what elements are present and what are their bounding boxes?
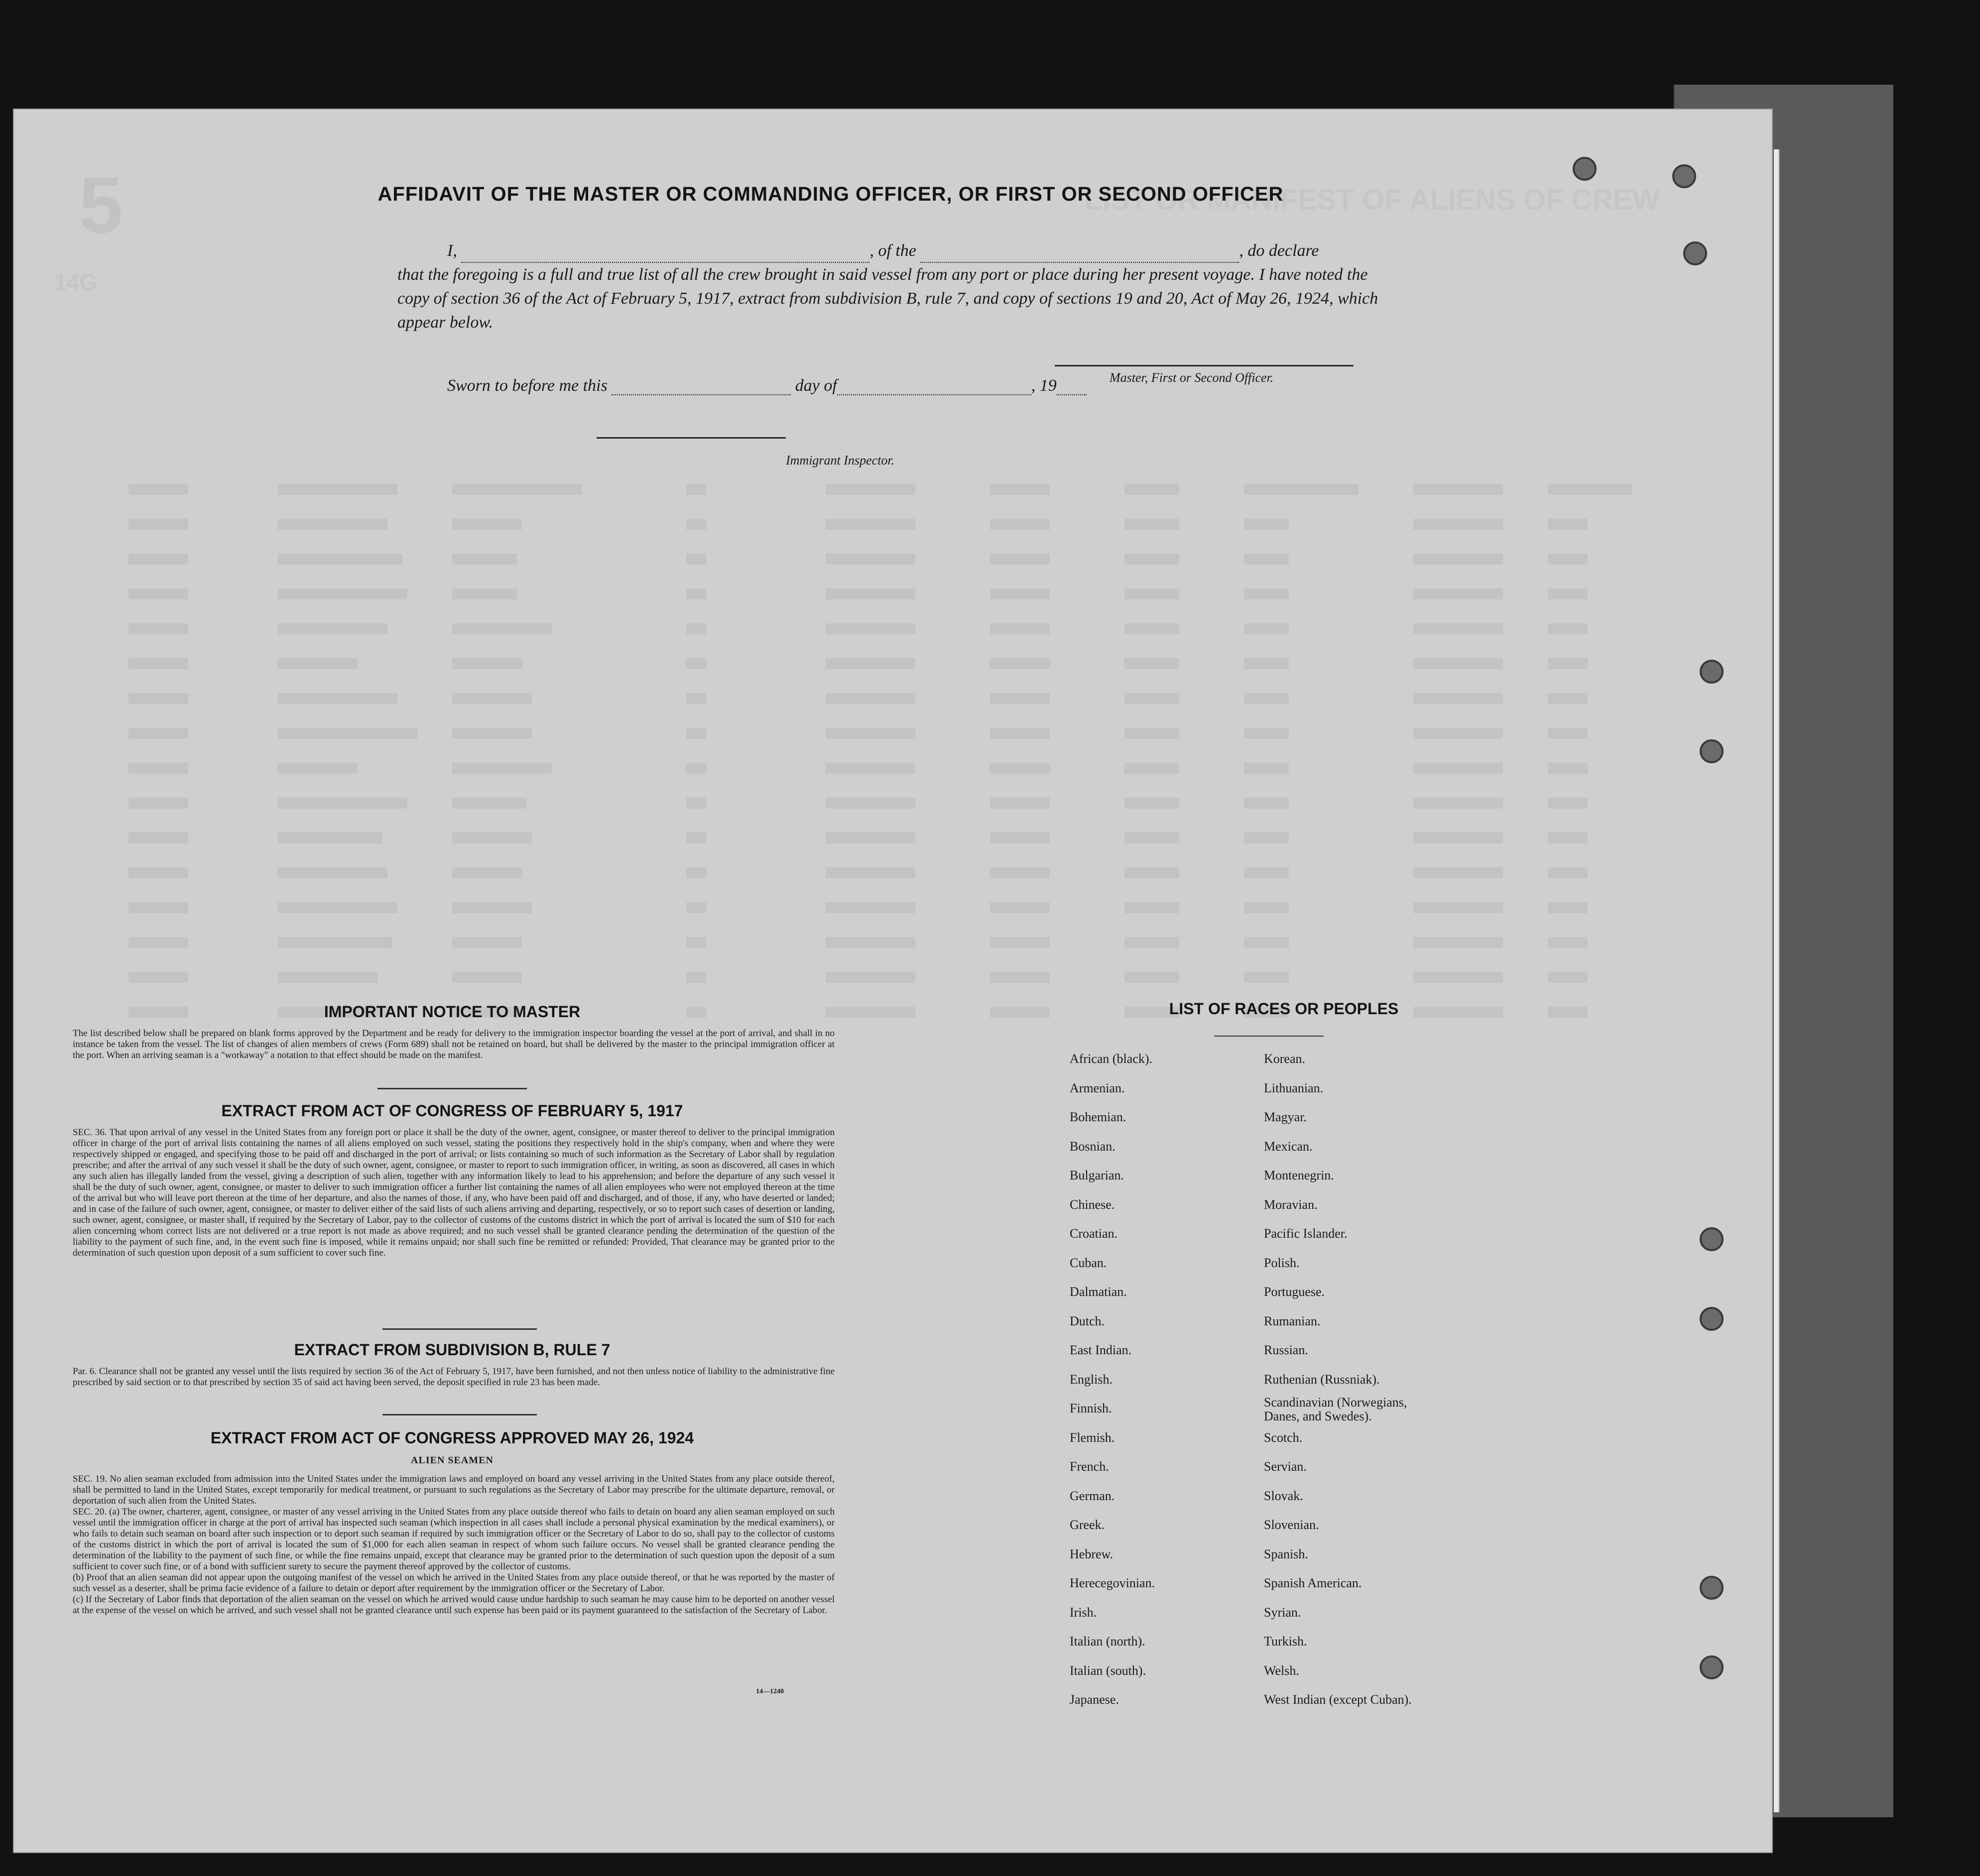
race-item: Mexican. [1264, 1139, 1313, 1154]
section-19: SEC. 19. No alien seaman excluded from admission into the United States under the immigration laws and employed on board any vessel arriving in the United States from any place outside thereof, shall be permitted to land in the United States, except temporarily for medical treatment, or pursuant to such regulations as the Secretary of Labor may prescribe for the ultimate departure, removal, or deportation of such alien from the United States. [73, 1474, 835, 1506]
notice-title: IMPORTANT NOTICE TO MASTER [324, 1003, 581, 1021]
sworn-statement: Sworn to before me this day of , 19 [447, 376, 1087, 395]
manifest-back-page: 5 LIST OR MANIFEST OF ALIENS OF CREW 14G AFFIDAVIT OF THE MASTER OR COMMANDING OFFICER, OR FIRST OR SECOND OFFICER I, , of the , do declare that the foregoing is a full and true list of all the crew brought in said vessel from any port or place during her present voyage. I have noted the copy of section 36 of the Act of February 5, 1917, extract from subdivision B, rule 7, and copy of sections 19 and 20, Act of May 26, 1924, which appear below. Master, First or Second Officer. Sworn to before me this day of , 19 Immigrant Inspector. IMPORTANT NOTICE TO MASTER The list described below shall be prepared on blank forms approved by the Department and be ready for delivery to the immigration inspector boarding the vessel at the port of arrival, and shall in no instance be taken from the vessel. The list of changes of alien members of crews (Form 689) shall not be retained on board, but shall be delivered by the master to the principal immigration officer at the port. When an arriving seaman is a "workaway" a notation to that effect should be made on the manifest. EXTRACT FROM ACT OF CONGRESS OF FEBRUARY 5, 1917 SEC. 36. That upon arrival of any vessel in the United States from any foreign port or place it shall be the duty of the owner, agent, consignee, or master thereof to deliver to the principal immigration officer in charge of the port of arrival lists containing the names of all aliens employed on such vessel, stating the positions they respectively hold in the ship's company, when and where they were respectively shipped or engaged, and specifying those to be paid off and discharged in the port of arrival; or lists containing so much of such information as the Secretary of Labor shall by regulation prescribe; and after the arrival of any such vessel it shall be the duty of such owner, agent, consignee, or master to report to such immigration officer, in writing, as soon as discovered, all cases in which any such alien has illegally landed from the vessel, giving a description of such alien, together with any information likely to lead to his apprehension; and before the departure of any such vessel it shall be the duty of such owner, agent, consignee, or master to deliver to such immigration officer a further list containing the names of all alien employees who were not employed thereon at the time of the arrival but who will leave port thereon at the time of her departure, and also the names of those, if any, who have been paid off and discharged, and of those, if any, who have deserted or landed; and in case of the failure of such owner, agent, consignee, or master to deliver either of the said lists of such aliens arriving and departing, respectively, or so to report such cases of desertion or landing, such owner, agent, consignee, or master shall, if required by the Secretary of Labor, pay to the collector of customs of the customs district in which the port of arrival is located the sum of $10 for each alien concerning whom correct lists are not delivered or a true report is not made as above required; and no such vessel shall be granted clearance pending the determination of the question of the liability to the payment of such fine, and, in the event such fine is imposed, while it remains unpaid; nor shall such fine be remitted or refunded: Provided, That clearance may be granted prior to the determination of such question upon deposit of a sum sufficient to cover such fine. EXTRACT FROM SUBDIVISION B, RULE 7 Par. 6. Clearance shall not be granted any vessel until the lists required by section 36 of the Act of February 5, 1917, have been furnished, and not then unless notice of liability to the administrative fine prescribed by said section or to that prescribed by section 35 of said act having been served, the deposit specified in rule 23 has been made. EXTRACT FROM ACT OF CONGRESS APPROVED MAY 26, 1924 ALIEN SEAMEN SEC. 19. No alien seaman excluded from admission into the United States under the immigration laws and employed on board any vessel arriving in the United States from any place outside thereof, shall be permitted to land in the United States, except temporarily for medical treatment, or pursuant to such regulations as the Secretary of Labor may prescribe for the ultimate departure, removal, or deportation of such alien from the United States. SEC. 20. (a) The owner, charterer, agent, consignee, or master of any vessel arriving in the United States from any place outside thereof who fails to detain on board any alien seaman employed on such vessel until the immigration officer in charge at the port of arrival has inspected such seaman (which inspection in all cases shall include a personal physical examination by the medical examiners), or who fails to detain such seaman on board after such inspection or to deport such seaman if required by such immigration officer or the Secretary of Labor to do so, shall pay to the collector of customs of the customs district in which the port of arrival is located the sum of $1,000 for each alien seaman in respect of whom such failure occurs. No vessel shall be granted clearance pending the determination of the liability to the payment of such fine, or while the fine remains unpaid, except that clearance may be granted prior to the determination of such question upon the deposit of a sum sufficient to cover such fine, or of a bond with sufficient surety to secure the payment thereof approved by the collector of customs. (b) Proof that an alien seaman did not appear upon the outgoing manifest of the vessel on which he arrived in the United States from any place outside thereof, or that he was reported by the master of such vessel as a deserter, shall be prima facie evidence of a failure to detain or deport after requirement by the immigration officer or the Secretary of Labor. (c) If the Secretary of Labor finds that deportation of the alien seaman on the vessel on which he arrived would cause undue hardship to such seaman he may cause him to be deported on another vessel at the expense of the vessel on which he arrived, and such vessel shall not be granted clearance until such expense has been paid or its payment guaranteed to the satisfaction of the Secretary of Labor. 14—1240 LIST OF RACES OR PEOPLES African (black). Armenian. Bohemian. Bosnian. Bulgarian. Chinese. Croatian. Cuban. Dalmatian. Dutch. East Indian. English. Finnish. Flemish. French. German. Greek. Hebrew. Herecegovinian. Irish. Italian (north). Italian (south). Japanese. Korean. Lithuanian. Magyar. Mexican. Montenegrin. Moravian. Pacific Islander. Polish. Portuguese. Rumanian. Russian. Ruthenian (Russniak). Scandinavian (Norwegians, Danes, and Swedes). Scotch. Servian. Slovak. Slovenian. Spanish. Spanish American. Syrian. Turkish. Welsh. West Indian (except Cuban). [14, 110, 1772, 1852]
race-item: Korean. [1264, 1052, 1306, 1066]
race-item: West Indian (except Cuban). [1264, 1692, 1412, 1707]
race-item: Welsh. [1264, 1663, 1299, 1678]
race-item: Bosnian. [1070, 1139, 1115, 1154]
race-item: Polish. [1264, 1255, 1300, 1270]
race-item: Bulgarian. [1070, 1168, 1124, 1182]
race-item: Cuban. [1070, 1255, 1107, 1270]
race-item: Finnish. [1070, 1401, 1112, 1415]
year-blank [1057, 380, 1087, 395]
races-column-1 [1070, 1045, 1155, 1715]
race-item: Slovenian. [1264, 1518, 1319, 1532]
race-item: French. [1070, 1459, 1109, 1474]
race-item: Russian. [1264, 1343, 1308, 1357]
vessel-blank [920, 248, 1239, 263]
race-item: Montenegrin. [1264, 1168, 1334, 1182]
name-blank [461, 248, 869, 263]
race-item: English. [1070, 1372, 1113, 1387]
race-item: Spanish. [1264, 1546, 1308, 1561]
race-item: Portuguese. [1264, 1285, 1325, 1299]
race-item: German. [1070, 1488, 1115, 1503]
alien-seamen-subtitle: ALIEN SEAMEN [411, 1455, 494, 1466]
section-20a: SEC. 20. (a) The owner, charterer, agent, consignee, or master of any vessel arriving in the United States from any place outside thereof who fails to detain on board any alien seaman employed on such vessel until the immigration officer in charge at the port of arrival has inspected such seaman (which inspection in all cases shall include a personal physical examination by the medical examiners), or who fails to detain such seaman on board after such inspection or to deport such seaman if required by such immigration officer or the Secretary of Labor to do so, shall pay to the collector of customs of the customs district in which the port of arrival is located the sum of $1,000 for each alien seaman in respect of whom such failure occurs. No vessel shall be granted clearance pending the determination of the liability to the payment of such fine, or while the fine remains unpaid, except that clearance may be granted prior to the determination of such question upon the deposit of a sum sufficient to cover such fine, or of a bond with sufficient surety to secure the payment thereof approved by the collector of customs. [73, 1507, 835, 1572]
punch-hole [1573, 157, 1597, 181]
punch-hole [1700, 660, 1724, 684]
race-item: Slovak. [1264, 1488, 1303, 1503]
extract-1924-text [73, 1474, 835, 1616]
extract-1917-text: SEC. 36. That upon arrival of any vessel in the United States from any foreign port or place it shall be the duty of the owner, agent, consignee, or master thereof to deliver to the principal immigration officer in charge of the port of arrival lists containing the names of all aliens employed on such vessel, stating the positions they respectively hold in the ship's company, when and where they were respectively shipped or engaged, and specifying those to be paid off and discharged in the port of arrival; or lists containing so much of such information as the Secretary of Labor shall by regulation prescribe; and after the arrival of any such vessel it shall be the duty of such owner, agent, consignee, or master to report to such immigration officer, in writing, as soon as discovered, all cases in which any such alien has illegally landed from the vessel, giving a description of such alien, together with any information likely to lead to his apprehension; and before the departure of any such vessel it shall be the duty of such owner, agent, consignee, or master to deliver to such immigration officer a further list containing the names of all alien employees who were not employed thereon at the time of the arrival but who will leave port thereon at the time of her departure, and also the names of those, if any, who have been paid off and discharged, and of those, if any, who have deserted or landed; and in case of the failure of such owner, agent, consignee, or master to deliver either of the said lists of such aliens arriving and departing, respectively, or so to report such cases of desertion or landing, such owner, agent, consignee, or master shall, if required by the Secretary of Labor, pay to the collector of customs of the customs district in which the port of arrival is located the sum of $10 for each alien concerning whom correct lists are not delivered or a true report is not made as above required; and no such vessel shall be granted clearance pending the determination of the question of the liability to the payment of such fine, and, in the event such fine is imposed, while it remains unpaid; nor shall such fine be remitted or refunded: Provided, That clearance may be granted prior to the determination of such question upon deposit of a sum sufficient to cover such fine. [73, 1127, 835, 1258]
race-item: Hebrew. [1070, 1546, 1114, 1561]
extract-rule7-text: Par. 6. Clearance shall not be granted any vessel until the lists required by section 36 of the Act of February 5, 1917, have been furnished, and not then unless notice of liability to the administrative fine prescribed by said section or to that prescribed by section 35 of said act having been served, the deposit specified in rule 23 has been made. [73, 1366, 835, 1388]
form-number: 14—1240 [756, 1688, 784, 1695]
affidavit-title: AFFIDAVIT OF THE MASTER OR COMMANDING OFFICER, OR FIRST OR SECOND OFFICER [377, 183, 1284, 205]
race-item: Spanish American. [1264, 1576, 1362, 1590]
section-20b: (b) Proof that an alien seaman did not appear upon the outgoing manifest of the vessel on which he arrived in the United States from any place outside thereof, or that he was reported by the master of such vessel as a deserter, shall be prima facie evidence of a failure to detain or deport after requirement by the immigration officer or the Secretary of Labor. [73, 1572, 835, 1594]
punch-hole [1700, 739, 1724, 763]
punch-hole [1683, 241, 1707, 265]
divider [382, 1414, 537, 1415]
month-blank [837, 380, 1031, 395]
day-blank [612, 380, 791, 395]
race-item: Bohemian. [1070, 1110, 1126, 1124]
extract-1917-title: EXTRACT FROM ACT OF CONGRESS OF FEBRUARY 5, 1917 [221, 1102, 683, 1120]
race-item: Dutch. [1070, 1313, 1105, 1328]
punch-hole [1700, 1655, 1724, 1679]
affidavit-declaration [397, 239, 1383, 335]
divider [1214, 1036, 1324, 1037]
races-title: LIST OF RACES OR PEOPLES [1169, 1000, 1399, 1018]
race-item: Flemish. [1070, 1430, 1115, 1445]
race-item: Italian (north). [1070, 1634, 1145, 1648]
punch-hole [1700, 1307, 1724, 1331]
extract-rule7-title: EXTRACT FROM SUBDIVISION B, RULE 7 [294, 1341, 611, 1359]
race-item: Japanese. [1070, 1692, 1119, 1707]
section-20c: (c) If the Secretary of Labor finds that deportation of the alien seaman on the vessel on which he arrived would cause undue hardship to such seaman he may cause him to be deported on another vessel at the expense of the vessel on which he arrived, and such vessel shall not be granted clearance until such expense has been paid or its payment guaranteed to the satisfaction of the Secretary of Labor. [73, 1594, 835, 1616]
race-item: Croatian. [1070, 1226, 1118, 1241]
race-item: Turkish. [1264, 1634, 1307, 1648]
race-item: Chinese. [1070, 1197, 1115, 1212]
race-item: Armenian. [1070, 1080, 1125, 1095]
race-item: African (black). [1070, 1052, 1153, 1066]
page-edge [1774, 149, 1780, 1812]
inspector-caption: Immigrant Inspector. [786, 453, 895, 468]
race-item: Dalmatian. [1070, 1285, 1127, 1299]
race-item: Greek. [1070, 1518, 1105, 1532]
extract-1924-title: EXTRACT FROM ACT OF CONGRESS APPROVED MAY 26, 1924 [210, 1429, 694, 1447]
notice-text: The list described below shall be prepared on blank forms approved by the Department and be ready for delivery to the immigration inspector boarding the vessel at the port of arrival, and shall in no instance be taken from the vessel. The list of changes of alien members of crews (Form 689) shall not be retained on board, but shall be delivered by the master to the principal immigration officer at the port. When an arriving seaman is a "workaway" a notation to that effect should be made on the manifest. [73, 1028, 835, 1060]
divider [382, 1328, 537, 1330]
race-item: Scotch. [1264, 1430, 1303, 1445]
inspector-signature-line [597, 437, 786, 439]
punch-hole [1700, 1576, 1724, 1600]
race-item: Scandinavian (Norwegians, Danes, and Swedes). [1264, 1395, 1407, 1423]
punch-hole [1672, 164, 1696, 188]
race-item: Pacific Islander. [1264, 1226, 1348, 1241]
race-item: Servian. [1264, 1459, 1307, 1474]
race-item: East Indian. [1070, 1343, 1132, 1357]
master-caption: Master, First or Second Officer. [1110, 370, 1274, 385]
race-item: Italian (south). [1070, 1663, 1146, 1678]
race-item: Rumanian. [1264, 1313, 1321, 1328]
race-item: Moravian. [1264, 1197, 1318, 1212]
master-signature-line [1055, 365, 1354, 366]
punch-hole [1700, 1227, 1724, 1251]
race-item: Magyar. [1264, 1110, 1307, 1124]
affidavit-first-line: I, , of the , do declare [397, 239, 1383, 263]
race-item: Lithuanian. [1264, 1080, 1324, 1095]
race-item: Herecegovinian. [1070, 1576, 1155, 1590]
race-item: Ruthenian (Russniak). [1264, 1372, 1380, 1387]
divider [377, 1088, 527, 1089]
races-column-2 [1264, 1045, 1433, 1715]
race-item: Irish. [1070, 1605, 1097, 1620]
affidavit-body: that the foregoing is a full and true list of all the crew brought in said vessel from any port or place during her present voyage. I have noted the copy of section 36 of the Act of February 5, 1917, extract from subdivision B, rule 7, and copy of sections 19 and 20, Act of May 26, 1924, which appear below. [397, 265, 1378, 332]
race-item: Syrian. [1264, 1605, 1301, 1620]
